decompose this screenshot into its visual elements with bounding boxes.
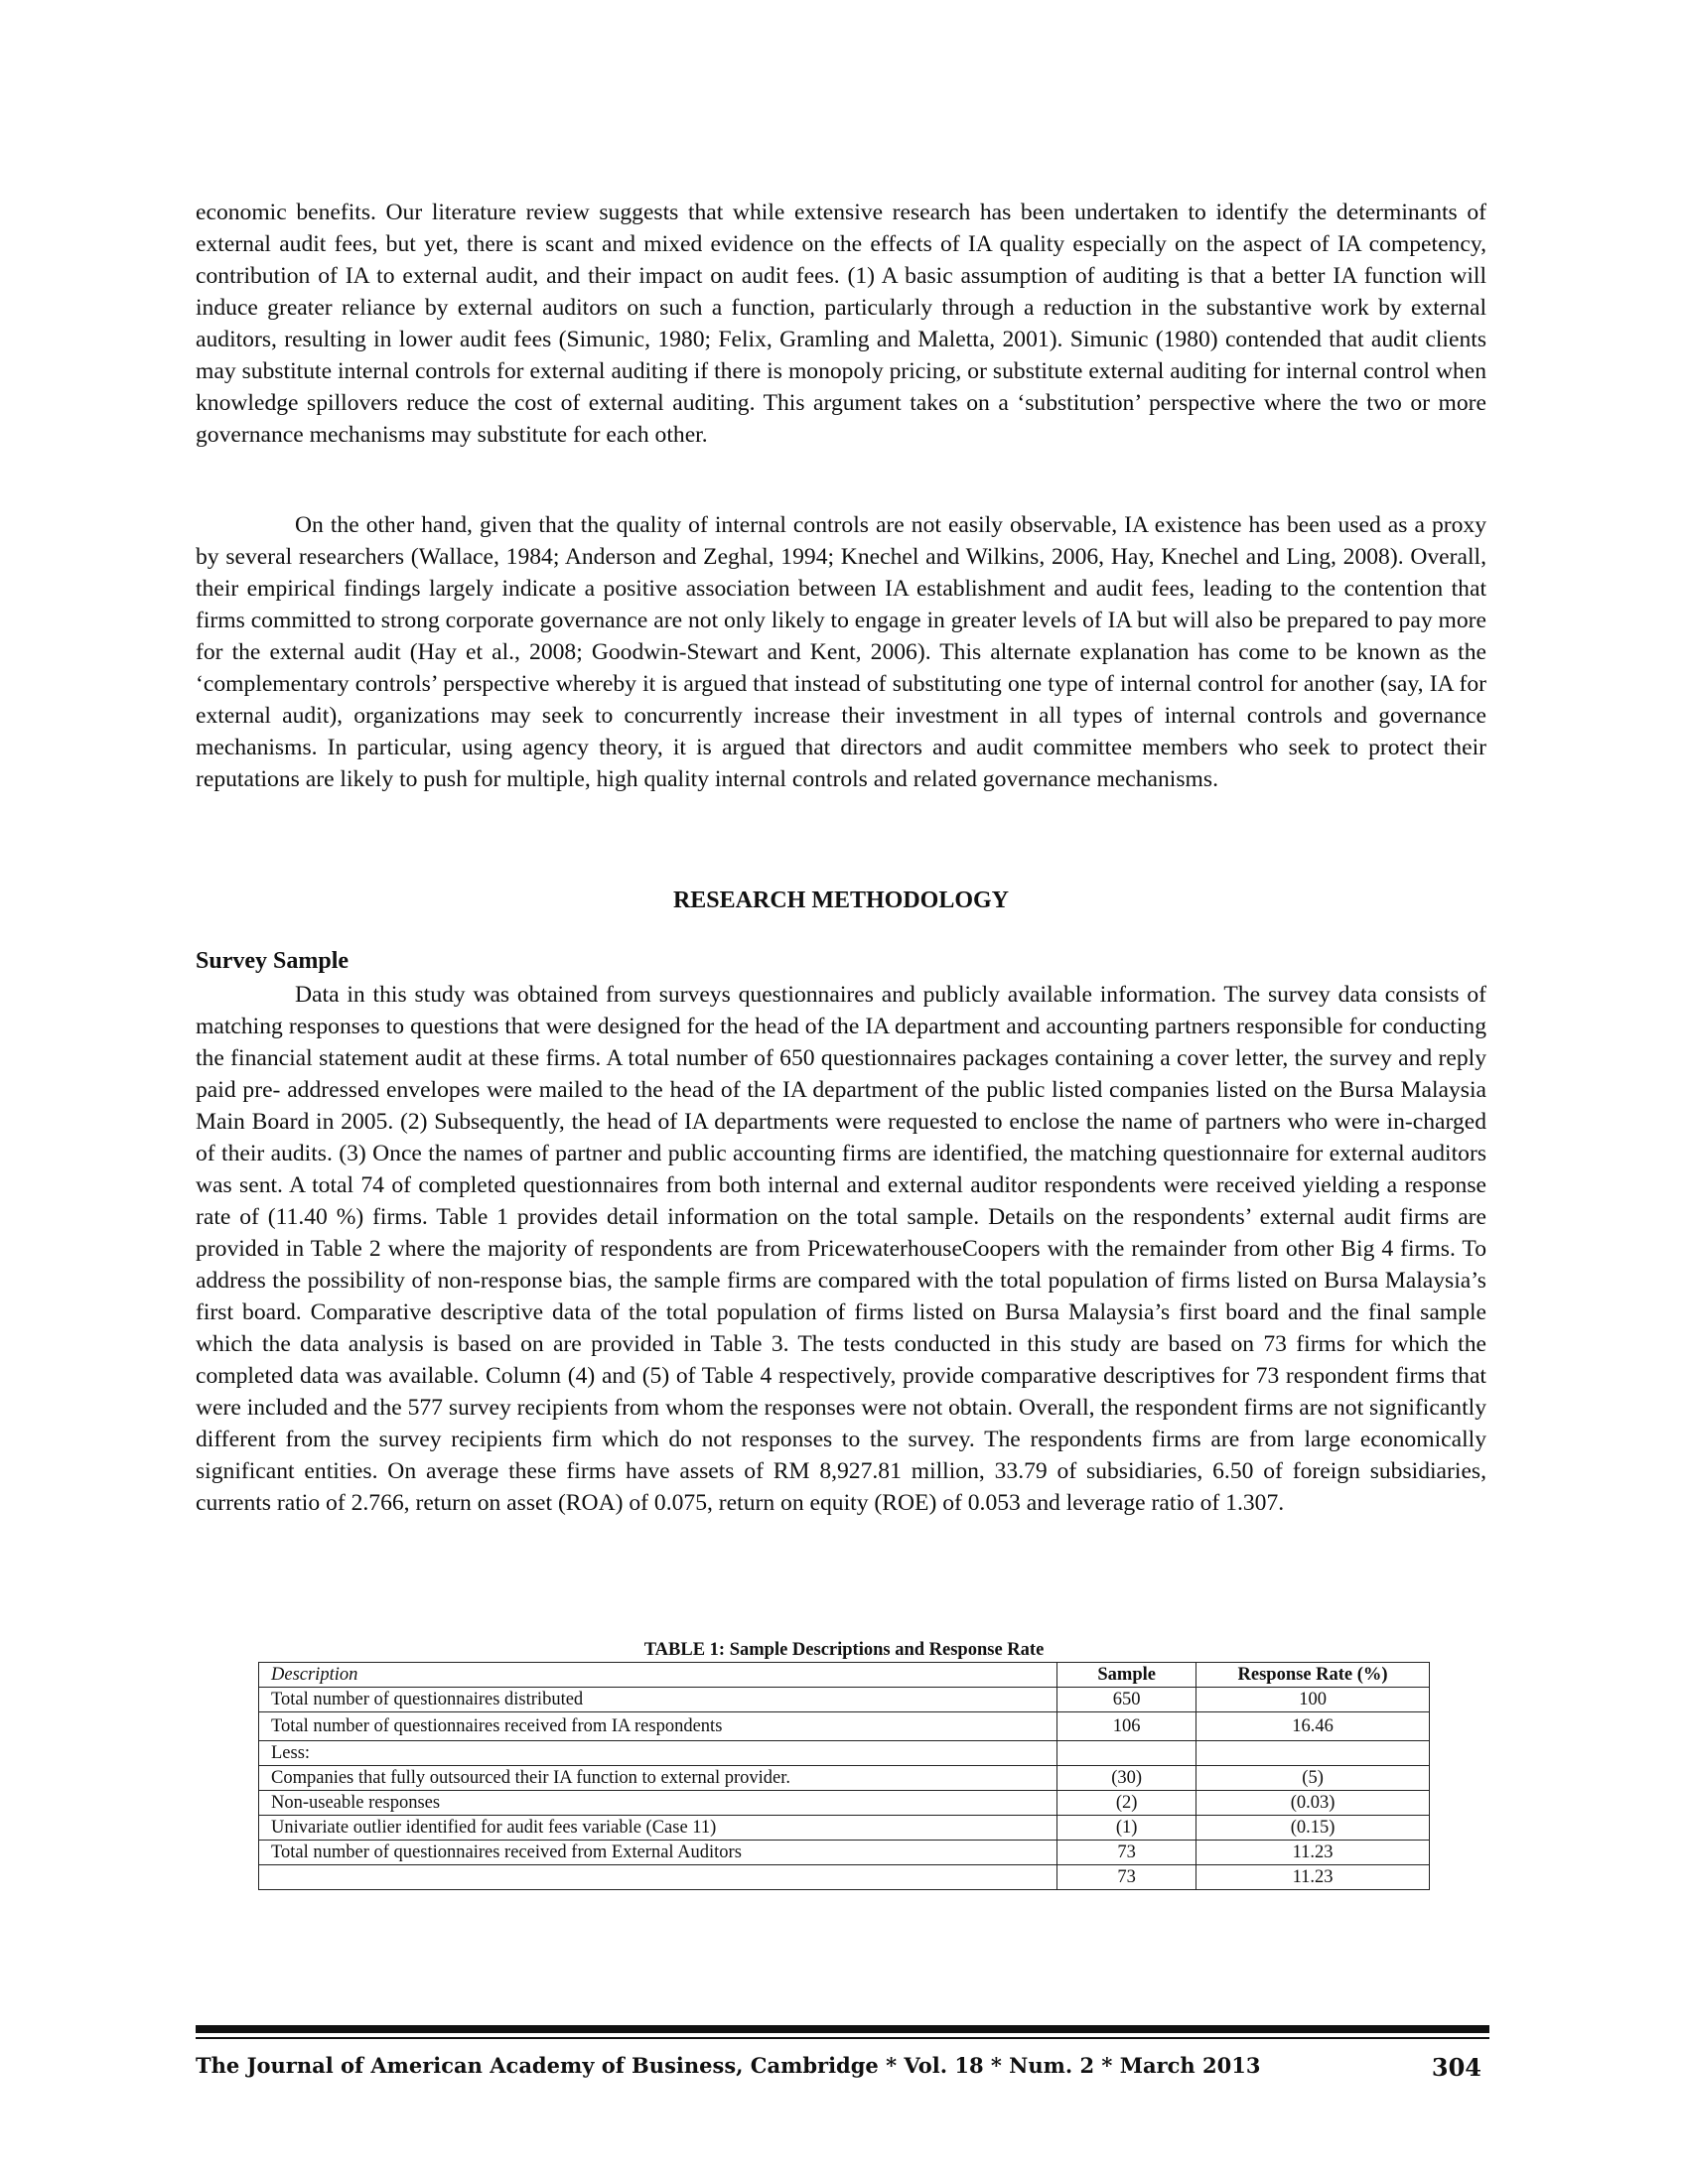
cell-description: Less: <box>259 1741 1057 1766</box>
cell-sample: 73 <box>1057 1841 1196 1865</box>
table-row <box>259 1865 1430 1890</box>
table-row <box>259 1816 1430 1841</box>
cell-rate: 11.23 <box>1196 1841 1430 1865</box>
page-number: 304 <box>1431 2053 1481 2082</box>
table-row <box>259 1741 1430 1766</box>
header-response-rate: Response Rate (%) <box>1196 1663 1430 1688</box>
cell-rate: 11.23 <box>1196 1865 1430 1890</box>
cell-rate: (0.03) <box>1196 1791 1430 1816</box>
cell-description: Non-useable responses <box>259 1791 1057 1816</box>
cell-description: Companies that fully outsourced their IA function to external provider. <box>259 1766 1057 1791</box>
cell-rate: 16.46 <box>1196 1712 1430 1741</box>
cell-description: Total number of questionnaires received from External Auditors <box>259 1841 1057 1865</box>
body-paragraph-1 <box>196 197 1486 451</box>
body-paragraph-3 <box>196 979 1486 1519</box>
paragraph-text: economic benefits. Our literature review suggests that while extensive research has been undertaken to identify the determinants of external audit fees, but yet, there is scant and mixed evidence on the effects of IA quality especially on the aspect of IA competency, contribution of IA to external audit, and their impact on audit fees. (1) A basic assumption of auditing is that a better IA function will induce greater reliance by external auditors on such a function, particularly through a reduction in the substantive work by external auditors, resulting in lower audit fees (Simunic, 1980; Felix, Gramling and Maletta, 2001). Simunic (1980) contended that audit clients may substitute internal controls for external auditing if there is monopoly pricing, or substitute external auditing for internal control when knowledge spillovers reduce the cost of external auditing. This argument takes on a ‘substitution’ perspective where the two or more governance mechanisms may substitute for each other. <box>196 200 1486 448</box>
cell-sample: 650 <box>1057 1688 1196 1712</box>
header-description: Description <box>259 1663 1057 1688</box>
section-heading: RESEARCH METHODOLOGY <box>672 887 1010 913</box>
cell-sample: (30) <box>1057 1766 1196 1791</box>
journal-citation: The Journal of American Academy of Business, Cambridge * Vol. 18 * Num. 2 * March 2013 <box>196 2053 1261 2078</box>
subsection-heading: Survey Sample <box>196 948 350 974</box>
table-row <box>259 1688 1430 1712</box>
cell-description: Total number of questionnaires received from IA respondents <box>259 1712 1057 1741</box>
cell-description: Univariate outlier identified for audit fees variable (Case 11) <box>259 1816 1057 1841</box>
paragraph-text: Data in this study was obtained from surveys questionnaires and publicly available information. The survey data consists of matching responses to questions that were designed for the head of the IA department and accounting partners responsible for conducting the financial statement audit at these firms. A total number of 650 questionnaires packages containing a cover letter, the survey and reply paid pre- addressed envelopes were mailed to the head of the IA department of the public listed companies listed on the Bursa Malaysia Main Board in 2005. (2) Subsequently, the head of IA departments were requested to enclose the name of partners who were in-charged of their audits. (3) Once the names of partner and public accounting firms are identified, the matching questionnaire for external auditors was sent. A total 74 of completed questionnaires from both internal and external auditor respondents were received yielding a response rate of (11.40 %) firms. Table 1 provides detail information on the total sample. Details on the respondents’ external audit firms are provided in Table 2 where the majority of respondents are from PricewaterhouseCoopers with the remainder from other Big 4 firms. To address the possibility of non-response bias, the sample firms are compared with the total population of firms listed on Bursa Malaysia’s first board. Comparative descriptive data of the total population of firms listed on Bursa Malaysia’s first board and the final sample which the data analysis is based on are provided in Table 3. The tests conducted in this study are based on 73 firms for which the completed data was available. Column (4) and (5) of Table 4 respectively, provide comparative descriptives for 73 respondent firms that were included and the 577 survey recipients from whom the responses were not obtain. Overall, the respondent firms are not significantly different from the survey recipients firm which do not responses to the survey. The respondents firms are from large economically significant entities. On average these firms have assets of RM 8,927.81 million, 33.79 of subsidiaries, 6.50 of foreign subsidiaries, currents ratio of 2.766, return on asset (ROA) of 0.075, return on equity (ROE) of 0.053 and leverage ratio of 1.307. <box>196 982 1486 1516</box>
cell-description: Total number of questionnaires distributed <box>259 1688 1057 1712</box>
cell-sample: (2) <box>1057 1791 1196 1816</box>
footer-rule-thin <box>196 2037 1489 2039</box>
cell-sample <box>1057 1741 1196 1766</box>
table-row <box>259 1712 1430 1741</box>
footer-rule-thick <box>196 2025 1489 2033</box>
cell-sample: (1) <box>1057 1816 1196 1841</box>
table-row <box>259 1766 1430 1791</box>
header-sample: Sample <box>1057 1663 1196 1688</box>
page-footer <box>196 2053 1489 2082</box>
cell-rate: (5) <box>1196 1766 1430 1791</box>
cell-description <box>259 1865 1057 1890</box>
table-row <box>259 1791 1430 1816</box>
cell-sample: 73 <box>1057 1865 1196 1890</box>
paragraph-text: On the other hand, given that the quality of internal controls are not easily observable, IA existence has been used as a proxy by several researchers (Wallace, 1984; Anderson and Zeghal, 1994; Knechel and Wilkins, 2006, Hay, Knechel and Ling, 2008). Overall, their empirical findings largely indicate a positive association between IA establishment and audit fees, leading to the contention that firms committed to strong corporate governance are not only likely to engage in greater levels of IA but will also be prepared to pay more for the external audit (Hay et al., 2008; Goodwin-Stewart and Kent, 2006). This alternate explanation has come to be known as the ‘complementary controls’ perspective whereby it is argued that instead of substituting one type of internal control for another (say, IA for external audit), organizations may seek to concurrently increase their investment in all types of internal controls and governance mechanisms. In particular, using agency theory, it is argued that directors and audit committee members who seek to protect their reputations are likely to push for multiple, high quality internal controls and related governance mechanisms. <box>196 512 1486 792</box>
cell-sample: 106 <box>1057 1712 1196 1741</box>
table-caption: TABLE 1: Sample Descriptions and Response Rate <box>643 1640 1045 1660</box>
table-header-row <box>259 1663 1430 1688</box>
body-paragraph-2 <box>196 509 1486 795</box>
sample-table <box>258 1662 1430 1890</box>
table-row <box>259 1841 1430 1865</box>
cell-rate: 100 <box>1196 1688 1430 1712</box>
cell-rate <box>1196 1741 1430 1766</box>
cell-rate: (0.15) <box>1196 1816 1430 1841</box>
